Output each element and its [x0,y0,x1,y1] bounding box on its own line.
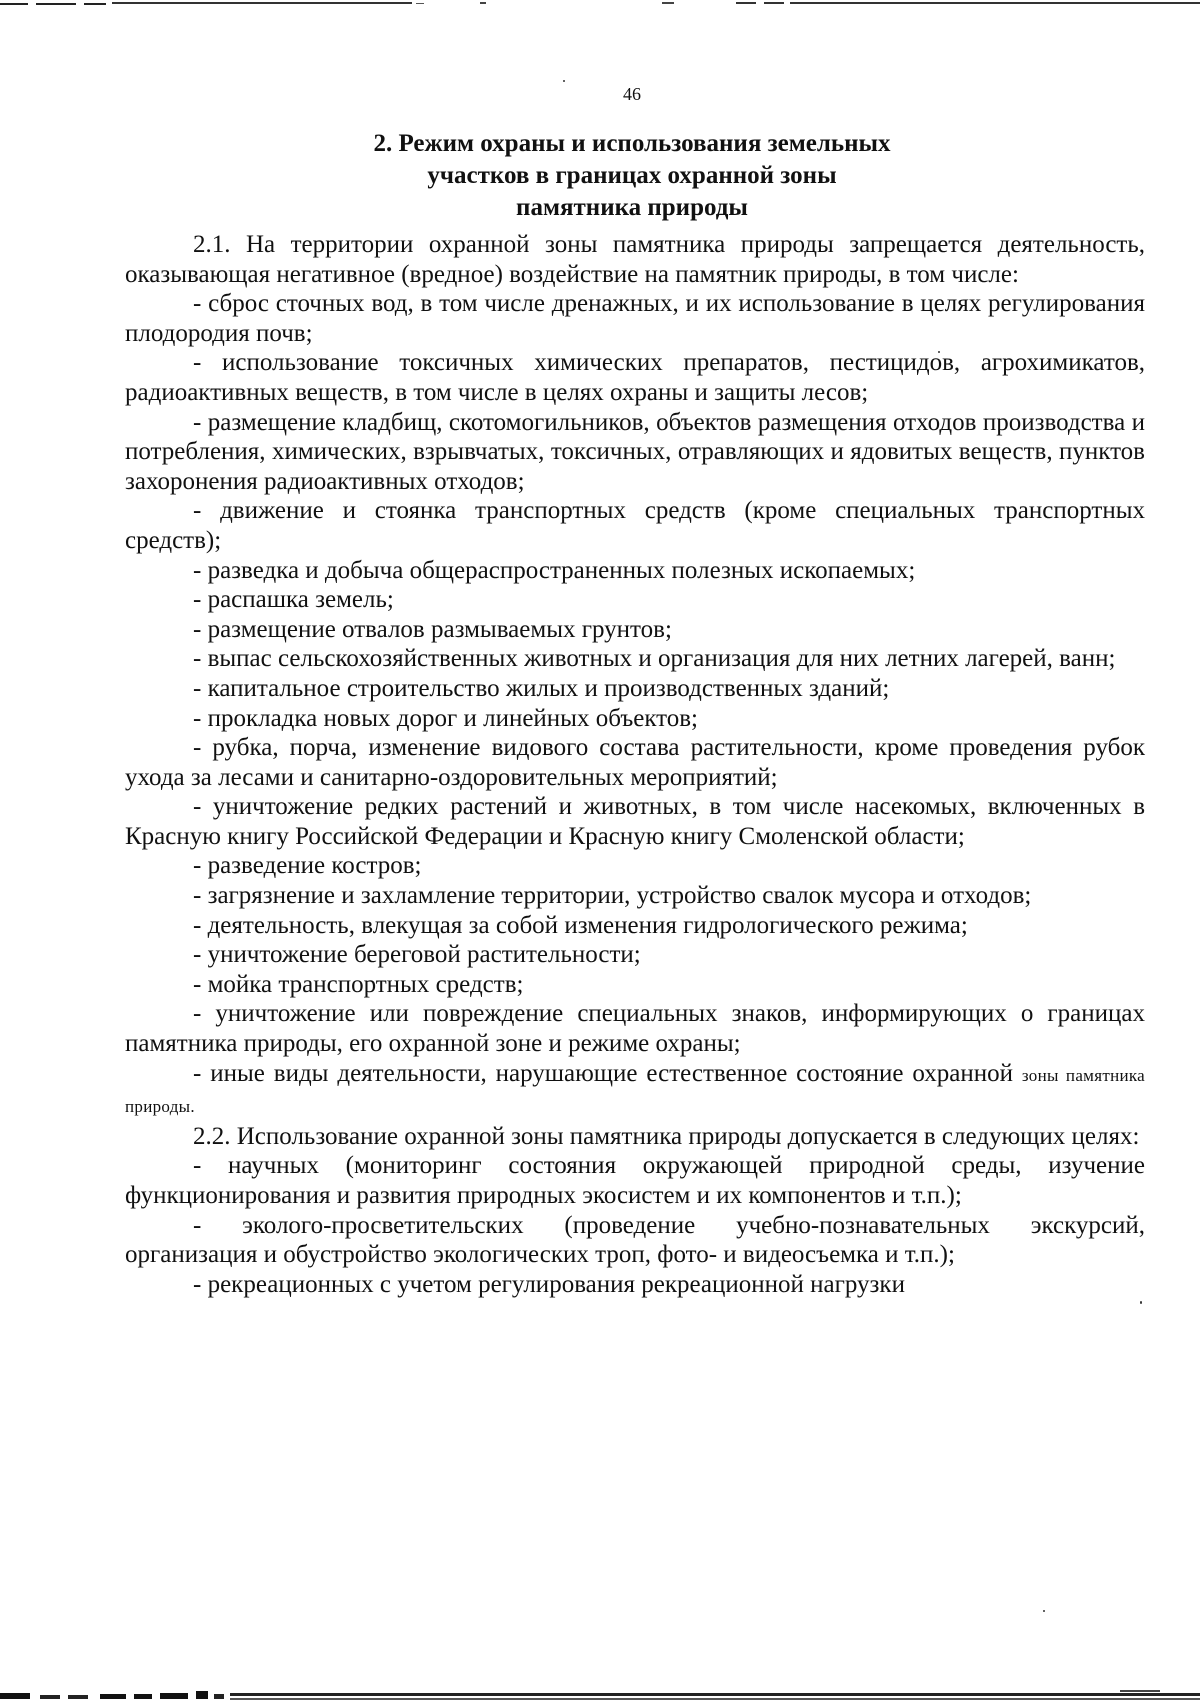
scan-speck [1043,1610,1045,1612]
title-line-2: участков в границах охранной зоны [427,162,837,189]
prohibited-item-last [125,1059,1145,1122]
prohibited-item: - разведение костров; [193,852,422,880]
prohibited-item: - мойка транспортных средств; [193,970,524,998]
permitted-item: - эколого-просветительских (проведение учебно-познавательных экскурсий, организация и обустройство экологических троп, фото- и видеосъемка и т.п.); [125,1211,1145,1269]
prohibited-item-last-tail: зоны памятника природы. [125,1065,1146,1117]
prohibited-item: - движение и стоянка транспортных средств (кроме специальных транспортных средств); [125,497,1145,554]
scan-speck [1140,1301,1142,1304]
title-line-3: памятника природы [516,194,748,221]
prohibited-item: - распашка земель; [193,586,394,614]
scan-speck [563,80,565,82]
page-title [0,128,1200,224]
prohibited-item: - размещение отвалов размываемых грунтов; [193,615,672,643]
prohibited-item: - прокладка новых дорог и линейных объектов; [193,704,699,732]
prohibited-item-last-main: - иные виды деятельности, нарушающие естественное состояние охранной [193,1059,1013,1087]
section-2-1-intro: 2.1. На территории охранной зоны памятника природы запрещается деятельность, оказывающая негативное (вредное) воздействие на памятник природы, в том числе: [125,231,1145,288]
document-body [125,230,1145,1299]
prohibited-item: - капитальное строительство жилых и производственных зданий; [193,674,890,702]
section-2-2-intro: 2.2. Использование охранной зоны памятника природы допускается в следующих целях: [193,1122,1140,1150]
title-line-1: 2. Режим охраны и использования земельных [373,130,891,157]
page-number: 46 [623,84,641,104]
scan-edge-top [0,0,1200,10]
prohibited-item: - рубка, порча, изменение видового состава растительности, кроме проведения рубок ухода за лесами и санитарно-оздоровительных мероприятий; [125,734,1145,791]
prohibited-item: - загрязнение и захламление территории, устройство свалок мусора и отходов; [193,882,1032,910]
permitted-item: - научных (мониторинг состояния окружающей природной среды, изучение функционирования и развития природных экосистем и их компонентов и т.п.); [125,1152,1145,1209]
prohibited-item: - уничтожение береговой растительности; [193,941,641,969]
prohibited-item: - сброс сточных вод, в том числе дренажных, и их использование в целях регулирования плодородия почв; [125,290,1145,347]
prohibited-item: - разведка и добыча общераспространенных полезных ископаемых; [193,556,916,584]
prohibited-item: - уничтожение или повреждение специальных знаков, информирующих о границах памятника природы, его охранной зоне и режиме охраны; [125,1000,1145,1058]
prohibited-item: - деятельность, влекущая за собой изменения гидрологического режима; [193,911,968,939]
scan-edge-bottom [0,1685,1200,1707]
prohibited-item: - размещение кладбищ, скотомогильников, объектов размещения отходов производства и потребления, химических, взрывчатых, токсичных, отравляющих и ядовитых веществ, пунктов захоронения радиоактивных отходов; [125,408,1145,495]
permitted-item: - рекреационных с учетом регулирования рекреационной нагрузки [193,1270,905,1298]
prohibited-item: - выпас сельскохозяйственных животных и организация для них летних лагерей, ванн; [193,645,1116,673]
prohibited-item: - уничтожение редких растений и животных, в том числе насекомых, включенных в Красную книгу Российской Федерации и Красную книгу Смоленской области; [125,793,1145,850]
prohibited-item: - использование токсичных химических препаратов, пестицидов, агрохимикатов, радиоактивных веществ, в том числе в целях охраны и защиты лесов; [125,349,1145,406]
